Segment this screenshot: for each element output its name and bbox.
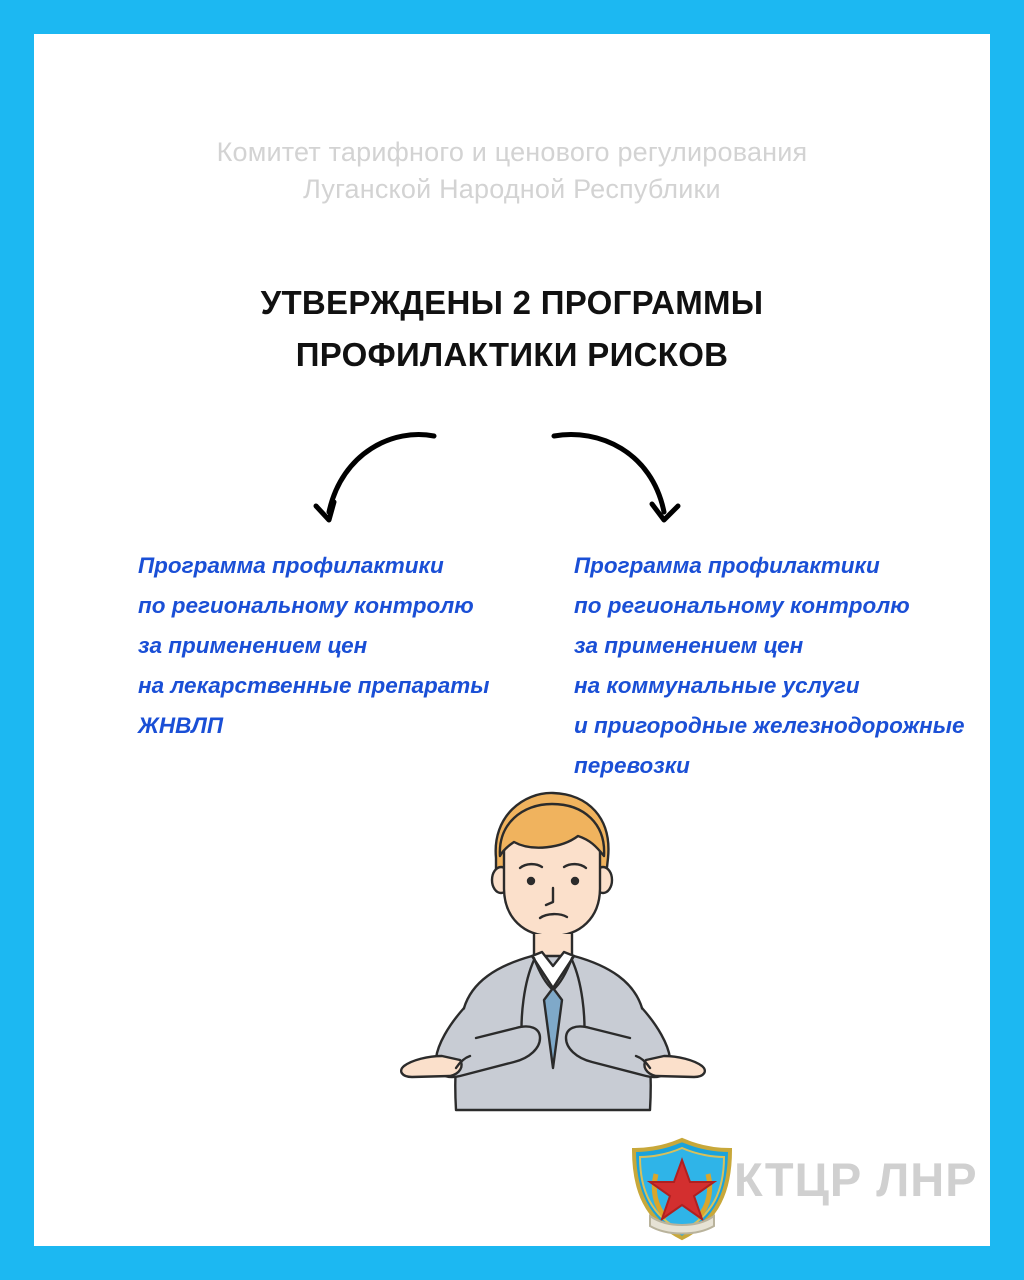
arrow-left-curve	[329, 435, 434, 512]
program-right-line5: и пригородные железнодорожные	[574, 713, 965, 738]
organization-header-line1: Комитет тарифного и ценового регулирования	[216, 137, 808, 167]
footer-brand: КТЦР ЛНР	[734, 1153, 978, 1206]
coat-of-arms-svg	[622, 1134, 742, 1244]
programs-group	[34, 524, 990, 778]
lnr-coat-of-arms-icon	[622, 1134, 742, 1244]
program-left-line4: на лекарственные препараты	[138, 673, 490, 698]
program-left-line5: ЖНВЛП	[138, 713, 224, 738]
page-title-line2: ПРОФИЛАКТИКИ РИСКОВ	[295, 336, 729, 373]
program-left-line2: по региональному контролю	[138, 593, 474, 618]
program-left	[138, 546, 489, 746]
organization-header-line2: Луганской Народной Республики	[303, 174, 721, 204]
program-right-line3: за применением цен	[574, 633, 804, 658]
organization-header	[34, 134, 990, 208]
man-pointing-illustration	[364, 776, 734, 1144]
program-right-line4: на коммунальные услуги	[574, 673, 860, 698]
program-right-line2: по региональному контролю	[574, 593, 910, 618]
program-left-line3: за применением цен	[138, 633, 368, 658]
program-left-line1: Программа профилактики	[138, 553, 444, 578]
poster-canvas	[34, 34, 990, 1246]
page-title	[34, 277, 990, 381]
program-right	[574, 546, 965, 786]
arrow-right-curve	[554, 435, 664, 512]
arrow-left-head	[316, 502, 334, 520]
program-right-line6: перевозки	[574, 753, 690, 778]
program-right-line1: Программа профилактики	[574, 553, 880, 578]
page-title-line1: УТВЕРЖДЕНЫ 2 ПРОГРАММЫ	[260, 284, 764, 321]
man-pointing-svg	[364, 776, 734, 1144]
